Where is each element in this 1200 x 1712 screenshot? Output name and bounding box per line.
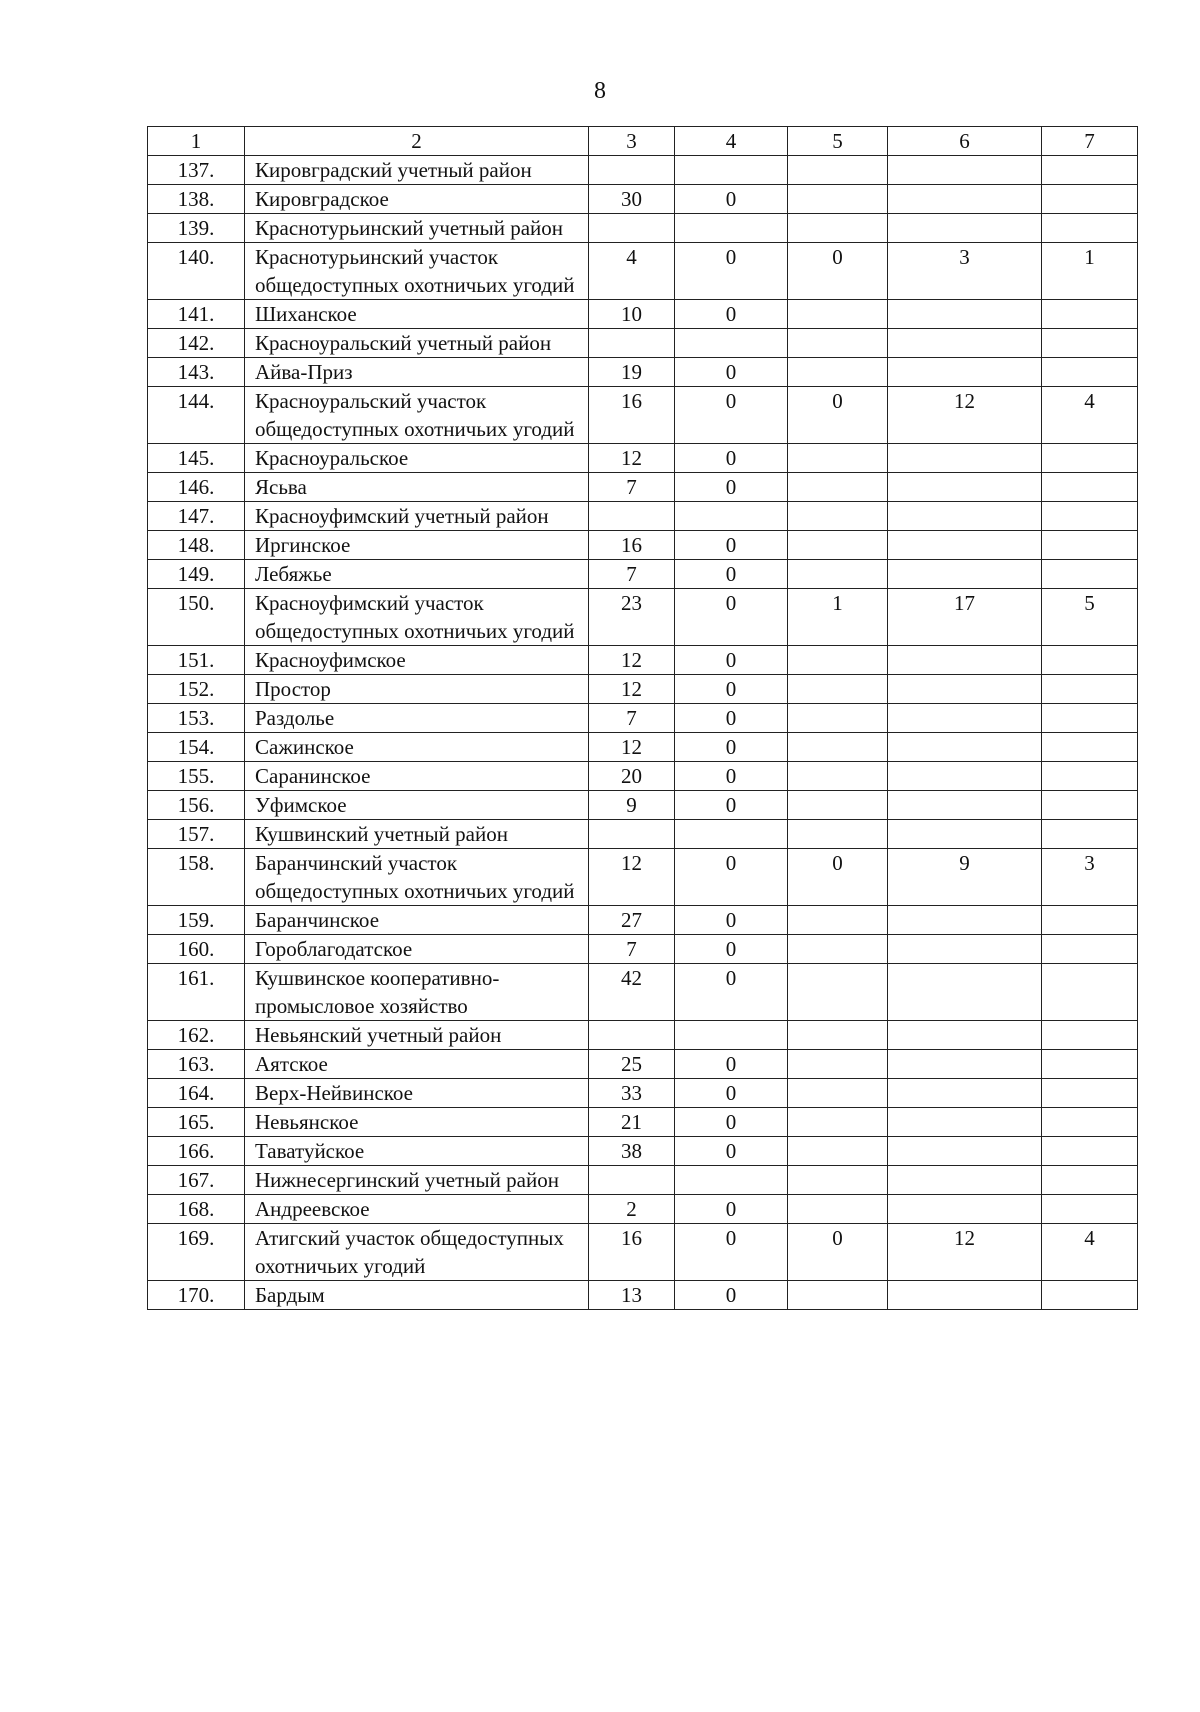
row-name: Баранчинское (245, 906, 589, 935)
row-col7 (1042, 444, 1138, 473)
row-col7 (1042, 964, 1138, 1021)
row-col5 (788, 531, 888, 560)
row-name: Невьянское (245, 1108, 589, 1137)
row-name: Ясьва (245, 473, 589, 502)
row-col3: 19 (589, 358, 675, 387)
row-number: 168. (148, 1195, 245, 1224)
row-col5: 0 (788, 849, 888, 906)
row-number: 161. (148, 964, 245, 1021)
row-col3 (589, 1021, 675, 1050)
row-col6 (888, 1137, 1042, 1166)
row-col6 (888, 964, 1042, 1021)
row-col7 (1042, 1137, 1138, 1166)
row-col7 (1042, 502, 1138, 531)
row-col4: 0 (675, 1079, 788, 1108)
row-col6 (888, 185, 1042, 214)
row-name: Андреевское (245, 1195, 589, 1224)
row-col4: 0 (675, 935, 788, 964)
row-col4: 0 (675, 849, 788, 906)
row-col4 (675, 1166, 788, 1195)
table-row (148, 329, 1138, 358)
row-col3: 7 (589, 560, 675, 589)
row-name: Кировградское (245, 185, 589, 214)
row-number: 145. (148, 444, 245, 473)
row-col5 (788, 675, 888, 704)
row-col3: 12 (589, 675, 675, 704)
row-col3 (589, 214, 675, 243)
page-number: 8 (594, 78, 606, 104)
row-col5 (788, 964, 888, 1021)
row-col3 (589, 820, 675, 849)
row-col7 (1042, 1079, 1138, 1108)
row-col5 (788, 1021, 888, 1050)
row-number: 141. (148, 300, 245, 329)
table-row (148, 1195, 1138, 1224)
row-col3: 33 (589, 1079, 675, 1108)
row-col7 (1042, 214, 1138, 243)
row-col3 (589, 329, 675, 358)
row-col6 (888, 531, 1042, 560)
row-number: 143. (148, 358, 245, 387)
row-number: 159. (148, 906, 245, 935)
row-col7 (1042, 1281, 1138, 1310)
row-col4: 0 (675, 762, 788, 791)
row-col5 (788, 185, 888, 214)
row-col6 (888, 1050, 1042, 1079)
header-cell: 2 (245, 127, 589, 156)
row-name: Айва-Приз (245, 358, 589, 387)
row-col3: 16 (589, 1224, 675, 1281)
row-col6 (888, 444, 1042, 473)
row-col3 (589, 502, 675, 531)
row-number: 151. (148, 646, 245, 675)
row-col6 (888, 646, 1042, 675)
row-col3: 4 (589, 243, 675, 300)
row-col6 (888, 791, 1042, 820)
row-name: Красноуфимский учетный район (245, 502, 589, 531)
row-col7 (1042, 791, 1138, 820)
row-col4: 0 (675, 387, 788, 444)
row-col6 (888, 560, 1042, 589)
row-col5 (788, 733, 888, 762)
row-col5 (788, 646, 888, 675)
row-name: Аятское (245, 1050, 589, 1079)
row-col7 (1042, 1050, 1138, 1079)
row-number: 170. (148, 1281, 245, 1310)
row-col3: 16 (589, 531, 675, 560)
row-col6 (888, 329, 1042, 358)
row-col7: 3 (1042, 849, 1138, 906)
table-row (148, 1021, 1138, 1050)
row-col4: 0 (675, 473, 788, 502)
table-row (148, 1050, 1138, 1079)
row-col7 (1042, 531, 1138, 560)
row-col5: 0 (788, 387, 888, 444)
row-name: Кировградский учетный район (245, 156, 589, 185)
row-name: Бардым (245, 1281, 589, 1310)
row-name: Кушвинское кооперативно-промысловое хозяйство (245, 964, 589, 1021)
table-row (148, 214, 1138, 243)
row-number: 165. (148, 1108, 245, 1137)
table-row (148, 675, 1138, 704)
row-col6 (888, 1021, 1042, 1050)
row-name: Красноуфимское (245, 646, 589, 675)
row-number: 137. (148, 156, 245, 185)
table-row (148, 733, 1138, 762)
row-number: 160. (148, 935, 245, 964)
table-row (148, 156, 1138, 185)
row-number: 142. (148, 329, 245, 358)
row-col5 (788, 1079, 888, 1108)
row-col4 (675, 329, 788, 358)
table-row (148, 762, 1138, 791)
row-name: Краснотурьинский участок общедоступных охотничьих угодий (245, 243, 589, 300)
table-row (148, 1166, 1138, 1195)
row-name: Иргинское (245, 531, 589, 560)
row-name: Атигский участок общедоступных охотничьих угодий (245, 1224, 589, 1281)
row-name: Верх-Нейвинское (245, 1079, 589, 1108)
row-col6 (888, 762, 1042, 791)
header-cell: 5 (788, 127, 888, 156)
row-col6 (888, 300, 1042, 329)
row-col6: 9 (888, 849, 1042, 906)
row-name: Уфимское (245, 791, 589, 820)
table-row (148, 906, 1138, 935)
row-col3: 7 (589, 935, 675, 964)
row-col3: 23 (589, 589, 675, 646)
row-name: Раздолье (245, 704, 589, 733)
row-name: Красноуральский учетный район (245, 329, 589, 358)
row-number: 154. (148, 733, 245, 762)
row-col5 (788, 762, 888, 791)
row-col4 (675, 502, 788, 531)
row-col7 (1042, 156, 1138, 185)
row-number: 140. (148, 243, 245, 300)
table-row (148, 358, 1138, 387)
row-name: Сажинское (245, 733, 589, 762)
row-col7 (1042, 185, 1138, 214)
table-row (148, 820, 1138, 849)
row-col7: 4 (1042, 1224, 1138, 1281)
row-col4: 0 (675, 646, 788, 675)
row-col4: 0 (675, 531, 788, 560)
row-col6 (888, 1195, 1042, 1224)
row-col3: 21 (589, 1108, 675, 1137)
row-col5 (788, 300, 888, 329)
row-col5 (788, 473, 888, 502)
table-row (148, 185, 1138, 214)
row-col4 (675, 156, 788, 185)
row-col5 (788, 214, 888, 243)
row-number: 144. (148, 387, 245, 444)
row-col6 (888, 906, 1042, 935)
row-col3: 13 (589, 1281, 675, 1310)
row-col4: 0 (675, 1224, 788, 1281)
row-col6 (888, 502, 1042, 531)
row-col4: 0 (675, 791, 788, 820)
row-number: 149. (148, 560, 245, 589)
table-row (148, 1137, 1138, 1166)
row-col4 (675, 1021, 788, 1050)
row-col7 (1042, 560, 1138, 589)
table-row (148, 300, 1138, 329)
row-number: 139. (148, 214, 245, 243)
header-cell: 7 (1042, 127, 1138, 156)
row-number: 166. (148, 1137, 245, 1166)
row-col7 (1042, 820, 1138, 849)
row-col5: 0 (788, 243, 888, 300)
row-name: Баранчинский участок общедоступных охотничьих угодий (245, 849, 589, 906)
row-name: Шиханское (245, 300, 589, 329)
table-row (148, 704, 1138, 733)
row-number: 167. (148, 1166, 245, 1195)
row-col3: 20 (589, 762, 675, 791)
row-name: Лебяжье (245, 560, 589, 589)
table-row (148, 1079, 1138, 1108)
row-col6 (888, 156, 1042, 185)
row-name: Красноуральское (245, 444, 589, 473)
row-col7 (1042, 906, 1138, 935)
row-col7 (1042, 762, 1138, 791)
row-col6: 12 (888, 387, 1042, 444)
row-col4: 0 (675, 704, 788, 733)
row-col3: 12 (589, 849, 675, 906)
table-row (148, 444, 1138, 473)
row-col6 (888, 733, 1042, 762)
row-col7 (1042, 704, 1138, 733)
row-col5 (788, 820, 888, 849)
row-col4: 0 (675, 1050, 788, 1079)
row-col3: 25 (589, 1050, 675, 1079)
header-cell: 4 (675, 127, 788, 156)
row-col6 (888, 1079, 1042, 1108)
row-col3: 16 (589, 387, 675, 444)
table-row (148, 1108, 1138, 1137)
row-col6 (888, 214, 1042, 243)
row-col3: 38 (589, 1137, 675, 1166)
row-col7 (1042, 1108, 1138, 1137)
row-name: Кушвинский учетный район (245, 820, 589, 849)
row-col4: 0 (675, 1195, 788, 1224)
row-col4: 0 (675, 560, 788, 589)
row-col3: 30 (589, 185, 675, 214)
row-col5: 0 (788, 1224, 888, 1281)
row-col5 (788, 1166, 888, 1195)
table-header-row (148, 127, 1138, 156)
row-number: 169. (148, 1224, 245, 1281)
row-col7 (1042, 358, 1138, 387)
data-table (147, 126, 1138, 1310)
table-row (148, 935, 1138, 964)
row-col6 (888, 1281, 1042, 1310)
row-col4: 0 (675, 358, 788, 387)
row-col7: 4 (1042, 387, 1138, 444)
row-name: Саранинское (245, 762, 589, 791)
row-number: 148. (148, 531, 245, 560)
row-col7 (1042, 1021, 1138, 1050)
row-number: 153. (148, 704, 245, 733)
row-col6 (888, 1166, 1042, 1195)
row-col4: 0 (675, 444, 788, 473)
row-name: Красноуральский участок общедоступных охотничьих угодий (245, 387, 589, 444)
row-col5 (788, 1137, 888, 1166)
row-col5 (788, 329, 888, 358)
row-number: 147. (148, 502, 245, 531)
row-col5 (788, 935, 888, 964)
row-col7 (1042, 300, 1138, 329)
row-col7 (1042, 675, 1138, 704)
row-number: 163. (148, 1050, 245, 1079)
row-col7 (1042, 1166, 1138, 1195)
row-col4 (675, 214, 788, 243)
row-col4: 0 (675, 1281, 788, 1310)
row-col4: 0 (675, 185, 788, 214)
row-name: Невьянский учетный район (245, 1021, 589, 1050)
table-row (148, 531, 1138, 560)
row-col5 (788, 358, 888, 387)
row-col3: 12 (589, 444, 675, 473)
row-col5 (788, 906, 888, 935)
row-col5 (788, 1195, 888, 1224)
row-number: 157. (148, 820, 245, 849)
row-col4: 0 (675, 243, 788, 300)
row-col7 (1042, 473, 1138, 502)
row-number: 164. (148, 1079, 245, 1108)
row-col3: 42 (589, 964, 675, 1021)
table-row (148, 791, 1138, 820)
row-col3 (589, 1166, 675, 1195)
row-col5 (788, 791, 888, 820)
row-col5 (788, 444, 888, 473)
row-name: Гороблагодатское (245, 935, 589, 964)
row-name: Нижнесергинский учетный район (245, 1166, 589, 1195)
table-row (148, 646, 1138, 675)
row-col7 (1042, 935, 1138, 964)
row-col5 (788, 1050, 888, 1079)
row-name: Краснотурьинский учетный район (245, 214, 589, 243)
row-col4: 0 (675, 1108, 788, 1137)
table-row (148, 387, 1138, 444)
row-col6 (888, 704, 1042, 733)
header-cell: 1 (148, 127, 245, 156)
row-col7 (1042, 733, 1138, 762)
row-col4: 0 (675, 589, 788, 646)
row-col5 (788, 156, 888, 185)
row-col3: 9 (589, 791, 675, 820)
row-col4: 0 (675, 733, 788, 762)
row-col3: 7 (589, 704, 675, 733)
table-row (148, 502, 1138, 531)
row-number: 156. (148, 791, 245, 820)
row-col6 (888, 358, 1042, 387)
table-row (148, 849, 1138, 906)
row-col5 (788, 1281, 888, 1310)
row-col4: 0 (675, 675, 788, 704)
row-number: 138. (148, 185, 245, 214)
row-col6 (888, 473, 1042, 502)
row-col6 (888, 820, 1042, 849)
row-col5 (788, 704, 888, 733)
row-col5 (788, 1108, 888, 1137)
row-col6: 12 (888, 1224, 1042, 1281)
table-row (148, 589, 1138, 646)
table-row (148, 473, 1138, 502)
row-number: 162. (148, 1021, 245, 1050)
header-cell: 3 (589, 127, 675, 156)
row-col5: 1 (788, 589, 888, 646)
row-col6 (888, 675, 1042, 704)
row-col7: 1 (1042, 243, 1138, 300)
row-name: Красноуфимский участок общедоступных охотничьих угодий (245, 589, 589, 646)
row-col4: 0 (675, 1137, 788, 1166)
row-col4: 0 (675, 964, 788, 1021)
row-col7 (1042, 1195, 1138, 1224)
row-number: 158. (148, 849, 245, 906)
row-col5 (788, 502, 888, 531)
table-row (148, 560, 1138, 589)
row-col3: 12 (589, 646, 675, 675)
table-row (148, 243, 1138, 300)
row-col7 (1042, 646, 1138, 675)
row-col4: 0 (675, 906, 788, 935)
row-col6 (888, 1108, 1042, 1137)
row-col6 (888, 935, 1042, 964)
row-name: Таватуйское (245, 1137, 589, 1166)
row-col7 (1042, 329, 1138, 358)
row-col3: 10 (589, 300, 675, 329)
row-number: 155. (148, 762, 245, 791)
row-name: Простор (245, 675, 589, 704)
row-number: 146. (148, 473, 245, 502)
table-row (148, 964, 1138, 1021)
header-cell: 6 (888, 127, 1042, 156)
row-col6: 17 (888, 589, 1042, 646)
row-col3: 7 (589, 473, 675, 502)
row-col3: 2 (589, 1195, 675, 1224)
row-col3: 27 (589, 906, 675, 935)
row-number: 152. (148, 675, 245, 704)
table-row (148, 1281, 1138, 1310)
row-col6: 3 (888, 243, 1042, 300)
row-col4: 0 (675, 300, 788, 329)
row-number: 150. (148, 589, 245, 646)
row-col3: 12 (589, 733, 675, 762)
table-row (148, 1224, 1138, 1281)
row-col7: 5 (1042, 589, 1138, 646)
row-col5 (788, 560, 888, 589)
row-col3 (589, 156, 675, 185)
row-col4 (675, 820, 788, 849)
